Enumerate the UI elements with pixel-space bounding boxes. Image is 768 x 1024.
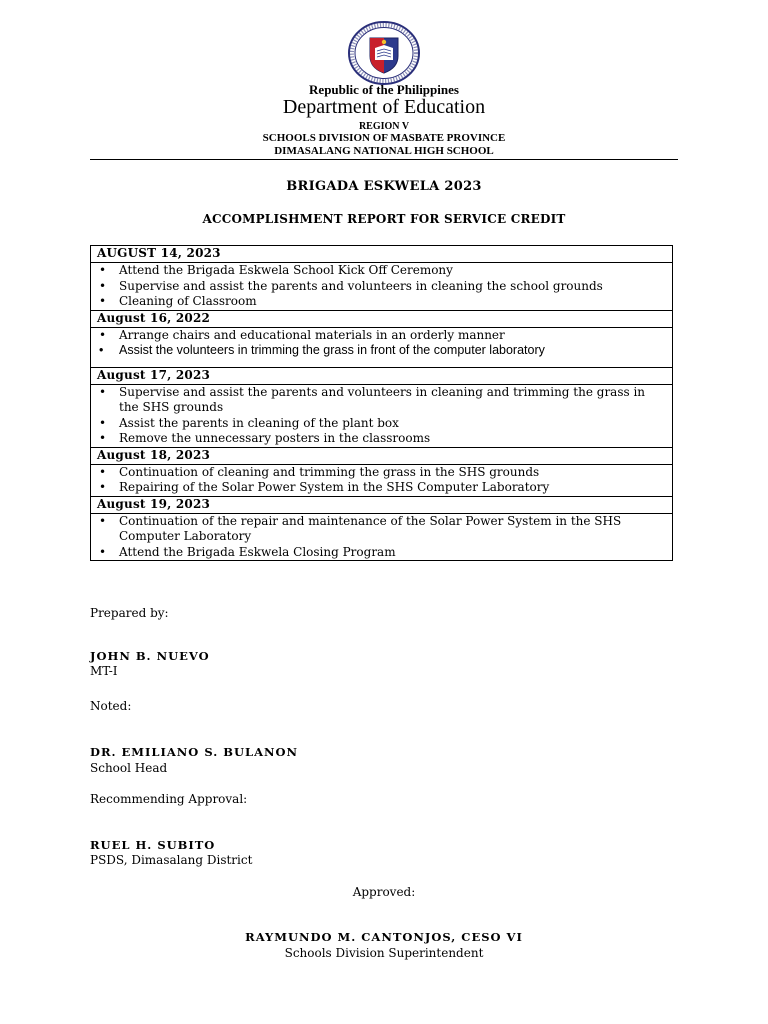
date-cell: August 19, 2023 [91, 496, 673, 513]
prepared-by-position: MT-I [90, 664, 118, 678]
date-row [91, 496, 673, 513]
department-heading: Department of Education [282, 96, 486, 118]
activity-item: • Supervise and assist the parents and volunteers in cleaning the school grounds [97, 279, 666, 295]
activity-item: • Arrange chairs and educational materials in an orderly manner [97, 328, 666, 344]
items-row [91, 327, 673, 367]
items-cell [91, 384, 673, 447]
activity-item: • Supervise and assist the parents and volunteers in cleaning and trimming the grass in the SHS grounds [97, 385, 666, 416]
recommending-position: PSDS, Dimasalang District [90, 853, 253, 867]
republic-heading: Republic of the Philippines [309, 82, 459, 97]
date-row [91, 310, 673, 327]
date-row [91, 246, 673, 263]
items-row [91, 513, 673, 561]
date-cell: August 17, 2023 [91, 367, 673, 384]
items-cell [91, 464, 673, 496]
prepared-by-name: JOHN B. NUEVO [90, 649, 210, 663]
prepared-by-label: Prepared by: [90, 606, 169, 620]
activity-item: • Remove the unnecessary posters in the classrooms [97, 431, 666, 447]
header-divider [90, 159, 678, 160]
approved-name: RAYMUNDO M. CANTONJOS, CESO VI [245, 930, 523, 944]
approved-label: Approved: [352, 885, 416, 899]
activity-item: • Cleaning of Classroom [97, 294, 666, 310]
approved-position: Schools Division Superintendent [284, 946, 484, 960]
date-cell: AUGUST 14, 2023 [91, 246, 673, 263]
recommending-name: RUEL H. SUBITO [90, 838, 216, 852]
items-cell [91, 263, 673, 311]
date-row [91, 367, 673, 384]
date-row [91, 447, 673, 464]
recommending-approval-label: Recommending Approval: [90, 792, 248, 806]
items-cell [91, 327, 673, 367]
noted-name: DR. EMILIANO S. BULANON [90, 745, 299, 759]
accomplishment-table [90, 245, 673, 561]
noted-label: Noted: [90, 699, 132, 713]
document-subtitle: ACCOMPLISHMENT REPORT FOR SERVICE CREDIT [202, 212, 566, 226]
activity-item: • Continuation of cleaning and trimming the grass in the SHS grounds [97, 465, 666, 481]
division-heading: SCHOOLS DIVISION OF MASBATE PROVINCE [262, 132, 506, 144]
activity-item: • Assist the parents in cleaning of the plant box [97, 416, 666, 432]
deped-seal-logo [347, 20, 421, 86]
date-cell: August 18, 2023 [91, 447, 673, 464]
activity-item: • Attend the Brigada Eskwela Closing Program [97, 545, 666, 561]
items-row [91, 263, 673, 311]
items-cell [91, 513, 673, 561]
school-heading: DIMASALANG NATIONAL HIGH SCHOOL [274, 145, 494, 157]
items-row [91, 464, 673, 496]
activity-item: • Continuation of the repair and maintenance of the Solar Power System in the SHS Computer Laboratory [97, 514, 666, 545]
items-row [91, 384, 673, 447]
noted-position: School Head [90, 761, 168, 775]
activity-item: • Repairing of the Solar Power System in the SHS Computer Laboratory [97, 480, 666, 496]
activity-item: • Assist the volunteers in trimming the grass in front of the computer laboratory [97, 343, 666, 359]
region-heading: REGION V [358, 121, 410, 132]
activity-item: • Attend the Brigada Eskwela School Kick Off Ceremony [97, 263, 666, 279]
date-cell: August 16, 2022 [91, 310, 673, 327]
document-title: BRIGADA ESKWELA 2023 [286, 179, 482, 194]
